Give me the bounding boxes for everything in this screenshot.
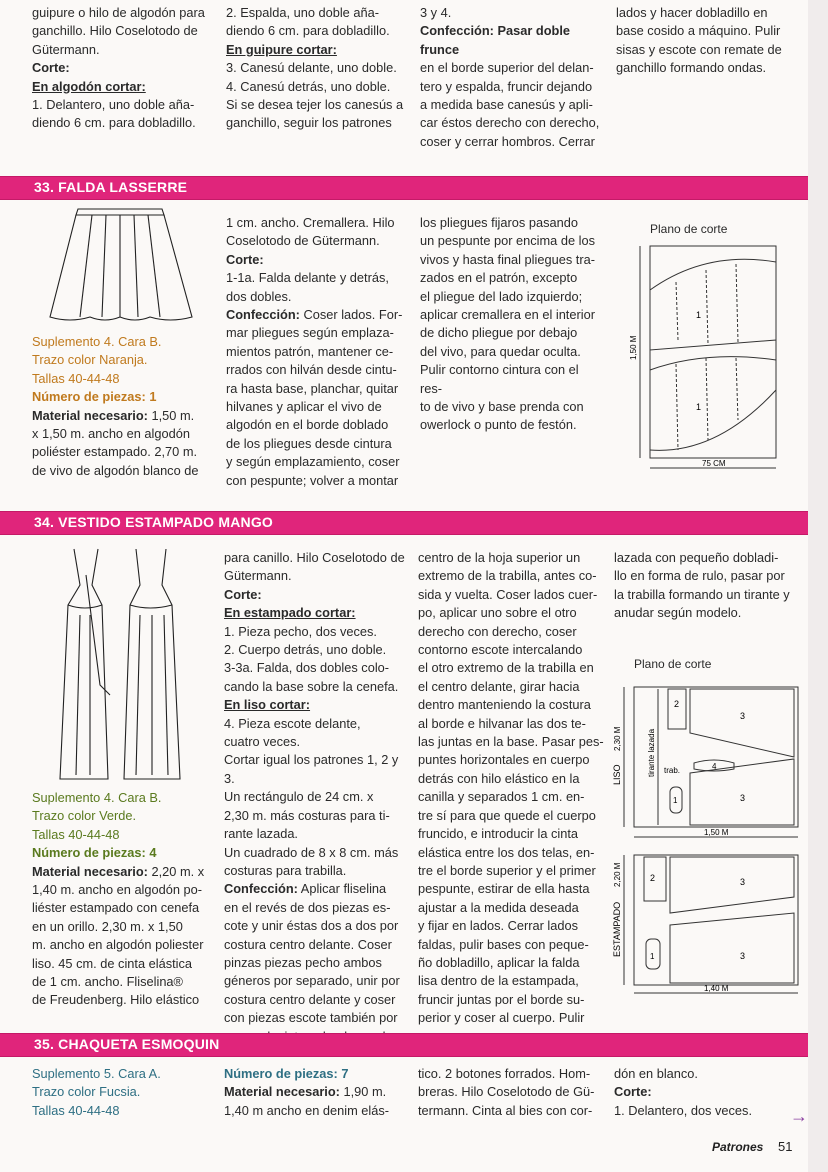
top-column-3: 3 y 4. Confección: Pasar doble frunce en el borde superior del delan- tero y espalda, fruncir dejando a medida base canesús y apli- car éstos derecho con derecho, coser y cerrar hombros. Cerrar	[420, 5, 600, 149]
s34-tirante-label: tirante lazada	[647, 728, 656, 777]
section-33-column-2: 1 cm. ancho. Cremallera. Hilo Coselotodo de Gütermann. Corte: 1-1a. Falda delante y detrás, dos dobles. Confección: Coser lados. For- mar pliegues según emplaza- mientos patrón, mantener ce- rrados con hilván desde cintu- ra hasta base, planchar, quitar hilvanes y aplicar el vivo de algodón en el borde doblado de los pliegues desde cintura y según emplazamiento, coser con pespunte; volver a montar	[226, 215, 403, 488]
s34-estampado-label: ESTAMPADO	[612, 901, 622, 957]
section-35-header	[0, 1033, 808, 1057]
s33-piece-1b: 1	[696, 402, 702, 412]
section-33-info: Suplemento 4. Cara B. Trazo color Naranja. Tallas 40-44-48 Número de piezas: 1 Material necesario: 1,50 m. x 1,50 m. ancho en algodón poliéster estampado. 2,70 m. de vivo de algodón blanco de	[32, 333, 212, 480]
dress-illustration	[40, 545, 200, 785]
s34-pieces: Número de piezas: 4	[32, 845, 157, 861]
section-34-column-4: lazada con pequeño dobladi- llo en forma de rulo, pasar por la trabilla formando un tirante y anudar según modelo.	[614, 550, 790, 621]
top-column-4: lados y hacer dobladillo en base cosido a máquino. Pulir sisas y escote con remate de ganchillo formando ondas.	[616, 5, 782, 76]
s34-liso-piece-2: 2	[674, 699, 680, 709]
s33-piece-1a: 1	[696, 310, 702, 320]
s35-pieces: Número de piezas: 7	[224, 1066, 349, 1081]
top-column-2: 2. Espalda, uno doble aña- diendo 6 cm. para dobladillo. En guipure cortar: 3. Canesú delante, uno doble. 4. Canesú detrás, uno doble. Si se desea tejer los canesús a ganchillo, seguir los patrones	[226, 5, 404, 131]
section-34-title: 34. VESTIDO ESTAMPADO MANGO	[34, 514, 274, 530]
section-35-title: 35. CHAQUETA ESMOQUIN	[34, 1036, 220, 1052]
s34-liso-label: LISO	[612, 764, 622, 785]
s33-pieces: Número de piezas: 1	[32, 389, 157, 405]
section-34-column-2: para canillo. Hilo Coselotodo de Gütermann. Corte: En estampado cortar: 1. Pieza pecho, dos veces. 2. Cuerpo detrás, uno doble. 3-3a. Falda, dos dobles colo- cando la base sobre la cenefa. En liso cortar: 4. Pieza escote delante, cuatro veces. Cortar igual los patrones 1, 2 y 3. Un rectángulo de 24 cm. x 2,30 m. más costuras para ti- rante lazada. Un cuadrado de 8 x 8 cm. más costuras para trabilla. Confección: Aplicar fliselina en el revés de dos piezas es- cote y unir éstas dos a dos por costura centro delante. Coser pinzas piezas pecho ambos géneros por separado, unir por costura centro delante y coser con piezas escote también por	[224, 550, 405, 1026]
s35-trace: Trazo color Fucsia.	[32, 1084, 141, 1100]
s33-plan-height: 1,50 M	[629, 335, 638, 360]
s33-sizes: Tallas 40-44-48	[32, 370, 120, 386]
s33-plan-title: Plano de corte	[650, 222, 728, 236]
section-35-column-4: dón en blanco. Corte: 1. Delantero, dos veces.	[614, 1066, 752, 1118]
s33-plan-width: 75 CM	[702, 459, 726, 468]
s34-liso-piece-1: 1	[673, 796, 678, 805]
s34-plan-title: Plano de corte	[634, 657, 712, 671]
section-33-title: 33. FALDA LASSERRE	[34, 179, 188, 195]
s34-cutting-plan	[604, 655, 804, 1015]
s34-liso-height: 2,30 M	[613, 726, 622, 751]
page-number: 51	[778, 1139, 793, 1154]
section-34-header	[0, 511, 808, 535]
s34-liso-piece-3a: 3	[740, 711, 746, 721]
section-35-column-3: tico. 2 botones forrados. Hom- breras. Hilo Coselotodo de Gü- termann. Cinta al bies con cor-	[418, 1066, 595, 1118]
s34-sizes: Tallas 40-44-48	[32, 826, 120, 842]
right-margin-strip	[808, 0, 828, 1172]
section-35-column-2: Número de piezas: 7 Material necesario: 1,90 m. 1,40 m ancho en denim elás-	[224, 1065, 406, 1120]
section-34-info: Suplemento 4. Cara B. Trazo color Verde. Tallas 40-44-48 Número de piezas: 4 Material necesario: 2,20 m. x 1,40 m. ancho en algodón po- liéster estampado con cenefa en un orillo. 2,30 m. x 1,50 m. ancho en algodón poliester liso. 45 cm. de cinta elástica de 1 cm. ancho. Fliselina® de Freudenberg. Hilo elástico	[32, 789, 212, 1010]
s34-est-piece-2: 2	[650, 873, 656, 883]
s34-liso-piece-3b: 3	[740, 793, 746, 803]
s33-cutting-plan	[616, 218, 802, 478]
s34-trace: Trazo color Verde.	[32, 808, 137, 824]
section-33-column-3: los pliegues fijaros pasando un pespunte por encima de los vivos y hasta final pliegues tra- zados en el patrón, excepto el pliegue del lado izquierdo; aplicar cremallera en el interior de dicho pliegue por debajo del vivo, para quedar oculta. Pulir contorno cintura con el res- to de vivo y base prenda con owerlock o punto de festón.	[420, 215, 596, 433]
section-33-header	[0, 176, 808, 200]
s34-est-piece-3b: 3	[740, 951, 746, 961]
s34-liso-piece-4: 4	[712, 762, 717, 771]
s34-supplement: Suplemento 4. Cara B.	[32, 790, 162, 805]
s34-est-piece-1: 1	[650, 952, 655, 961]
brand-logo: Patrones	[712, 1140, 764, 1154]
s34-liso-width: 1,50 M	[704, 828, 729, 837]
next-page-arrow[interactable]: →	[790, 1106, 808, 1126]
s34-est-piece-3a: 3	[740, 877, 746, 887]
s34-estampado-height: 2,20 M	[613, 862, 622, 887]
s33-trace: Trazo color Naranja.	[32, 352, 148, 368]
skirt-illustration	[40, 205, 200, 325]
s34-trab-label: trab.	[664, 766, 681, 775]
s35-sizes: Tallas 40-44-48	[32, 1102, 120, 1118]
s34-estampado-width: 1,40 M	[704, 984, 729, 993]
top-column-1: guipure o hilo de algodón para ganchillo. Hilo Coselotodo de Gütermann. Corte: En algodón cortar: 1. Delantero, uno doble aña- diendo 6 cm. para dobladillo.	[32, 5, 205, 131]
s33-supplement: Suplemento 4. Cara B.	[32, 334, 162, 349]
s35-supplement: Suplemento 5. Cara A.	[32, 1066, 161, 1081]
section-34-column-3: centro de la hoja superior un extremo de la trabilla, antes co- sida y vuelta. Coser lados cuer- po, aplicar uno sobre el otro derecho con derecho, coser contorno escote intercalando el otro extremo de la trabilla en el centro delante, girar hacia dentro manteniendo la costura al borde e hilvanar las dos te- las juntas en la base. Pasar pes- puntes horizontales en cuerpo detrás con hilo elástico en la canilla y separados 1 cm. en- tre sí para que quede el cuerpo fruncido, e introducir la cinta elástica entre los dos telas, en- tre el borde superior y el primer pespunte, estirar de ella hasta ajustar a la medida deseada y fijar en lados. Cerrar lados faldas, pulir bases con peque- ño dobladillo, aplicar la falda lisa dentro de la estampada, fruncir juntas por el borde su- perior y coser al cuerpo. Pulir	[418, 550, 604, 1026]
section-35-info	[32, 1065, 212, 1120]
